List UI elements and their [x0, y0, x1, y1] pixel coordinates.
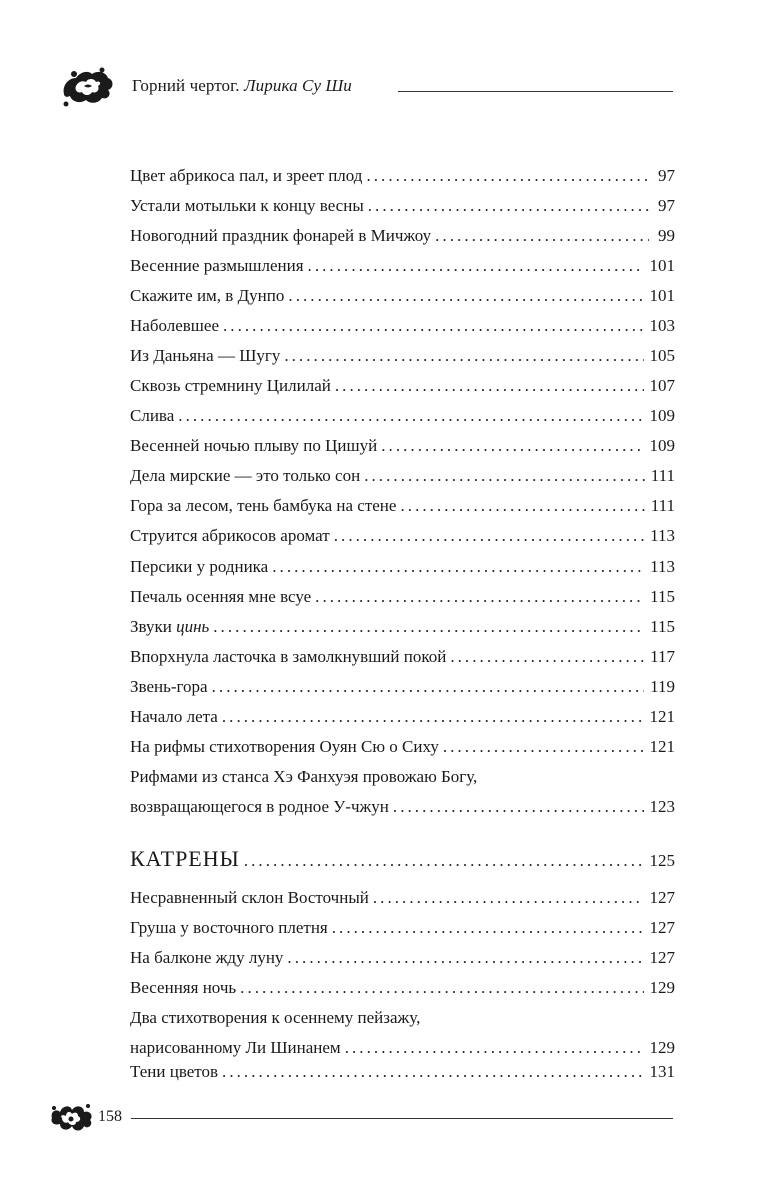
- toc-entry-title: На балконе жду луну: [130, 948, 284, 967]
- page-number: 158: [98, 1108, 122, 1125]
- toc-entry: [130, 526, 675, 546]
- leader-dots: [435, 226, 649, 246]
- toc-entry: [130, 617, 675, 637]
- running-footer: [0, 1100, 768, 1150]
- toc-entry-title: Звень-гора: [130, 677, 208, 696]
- dragon-ornament-icon: [58, 64, 116, 108]
- leader-dots: [212, 677, 645, 697]
- book-title-subtitle: Лирика Су Ши: [244, 76, 352, 95]
- toc-entry-title: Впорхнула ласточка в замолкнувший покой: [130, 647, 447, 666]
- section-heading: [130, 846, 675, 871]
- toc-entry: [130, 587, 675, 607]
- toc-entry-page: 117: [650, 647, 675, 666]
- book-title-main: Горний чертог.: [132, 76, 240, 95]
- toc-entry-title: Гора за лесом, тень бамбука на стене: [130, 496, 397, 515]
- toc-entry-title: Весенняя ночь: [130, 978, 237, 997]
- toc-entry: [130, 918, 675, 938]
- toc-entry-page: 105: [649, 346, 675, 365]
- leader-dots: [400, 496, 644, 516]
- toc-entry: [130, 346, 675, 366]
- toc-entry: [130, 647, 675, 667]
- toc-entry-title: На рифмы стихотворения Оуян Сю о Сиху: [130, 737, 439, 756]
- toc-entry: [130, 557, 675, 577]
- toc-entry: [130, 466, 675, 486]
- toc-entry-title: [130, 617, 209, 637]
- leader-dots: [287, 948, 643, 968]
- leader-dots: [222, 707, 644, 727]
- toc-entry-page: 103: [649, 316, 675, 335]
- toc-entry-page: 97: [658, 196, 675, 215]
- toc-entry-page: 131: [649, 1062, 675, 1081]
- toc-entry-title-line1: Два стихотворения к осеннему пейзажу,: [130, 1008, 421, 1027]
- section-page: 125: [649, 851, 675, 870]
- toc-entry-title: Сквозь стремнину Цилилай: [130, 376, 331, 395]
- toc-entry: [130, 948, 675, 968]
- leader-dots: [334, 526, 644, 546]
- toc-entry-page: 97: [658, 166, 675, 185]
- leader-dots: [308, 256, 644, 276]
- toc-entry-title: Из Даньяна — Шугу: [130, 346, 281, 365]
- toc-entry: [130, 166, 675, 186]
- leader-dots: [393, 797, 644, 817]
- leader-dots: [244, 851, 644, 871]
- leader-dots: [381, 436, 643, 456]
- toc-entry-page: 101: [649, 286, 675, 305]
- footer-rule: [131, 1118, 673, 1119]
- toc-entry-page: 115: [650, 617, 675, 636]
- book-title: [132, 76, 352, 96]
- leader-dots: [315, 587, 644, 607]
- toc-entry: [130, 226, 675, 246]
- toc-entry-title: Дела мирские — это только сон: [130, 466, 361, 485]
- leader-dots: [368, 196, 649, 216]
- toc-entry: [130, 888, 675, 908]
- toc-entry: [130, 406, 675, 426]
- running-header: [0, 0, 768, 130]
- leader-dots: [332, 918, 644, 938]
- toc-entry-title: Тени цветов: [130, 1062, 219, 1081]
- toc-entry-title: нарисованному Ли Шинанем: [130, 1038, 341, 1057]
- leader-dots: [213, 617, 644, 637]
- toc-entry-title: Несравненный склон Восточный: [130, 888, 369, 907]
- toc-entry: [130, 1008, 675, 1058]
- toc-entry-page: 127: [649, 888, 675, 907]
- toc-entry: [130, 496, 675, 516]
- leader-dots: [366, 166, 649, 186]
- toc-entry-title: Устали мотыльки к концу весны: [130, 196, 364, 215]
- toc-entry-title: возвращающегося в родное У-чжун: [130, 797, 389, 816]
- toc-entry-page: 115: [650, 587, 675, 606]
- header-rule: [398, 91, 673, 92]
- leader-dots: [178, 406, 643, 426]
- toc-entry-title: Струится абрикосов аромат: [130, 526, 330, 545]
- toc-entry-page: 129: [649, 1038, 675, 1057]
- toc-entry-page: 113: [650, 526, 675, 545]
- toc-entry-title: Цвет абрикоса пал, и зреет плод: [130, 166, 363, 185]
- toc-entry-page: 99: [658, 226, 675, 245]
- toc-entry: [130, 286, 675, 306]
- toc-entry-page: 127: [649, 918, 675, 937]
- toc-entry-page: 113: [650, 557, 675, 576]
- leader-dots: [223, 316, 644, 336]
- toc-entry-title: Весенние размышления: [130, 256, 304, 275]
- toc-entry-page: 123: [649, 797, 675, 816]
- toc-entry-page: 121: [649, 707, 675, 726]
- toc-entry-title-text: Звуки: [130, 617, 172, 636]
- toc-entry-title: Начало лета: [130, 707, 218, 726]
- leader-dots: [222, 1062, 643, 1082]
- toc-entry-page: 119: [650, 677, 675, 696]
- leader-dots: [373, 888, 644, 908]
- toc-entry-title-italic: цинь: [176, 617, 210, 636]
- floral-ornament-icon: [48, 1100, 94, 1134]
- leader-dots: [284, 346, 643, 366]
- toc-entry-title: Наболевшее: [130, 316, 219, 335]
- toc-entry: [130, 316, 675, 336]
- toc-entry: [130, 978, 675, 998]
- leader-dots: [345, 1038, 644, 1058]
- toc-entry-page: 111: [650, 466, 675, 485]
- toc-entry: [130, 767, 675, 817]
- toc-entry-page: 129: [649, 978, 675, 997]
- leader-dots: [364, 466, 645, 486]
- leader-dots: [288, 286, 643, 306]
- toc-entry: [130, 677, 675, 697]
- toc-entry: [130, 256, 675, 276]
- toc-entry-page: 127: [649, 948, 675, 967]
- section-title: КАТРЕНЫ: [130, 846, 240, 871]
- toc-entry: [130, 436, 675, 456]
- leader-dots: [335, 376, 644, 396]
- toc-entry-title: Весенней ночью плыву по Цишуй: [130, 436, 378, 455]
- toc-entry-title: Скажите им, в Дунпо: [130, 286, 285, 305]
- toc-entry-page: 107: [649, 376, 675, 395]
- toc-entry-page: 101: [649, 256, 675, 275]
- leader-dots: [443, 737, 644, 757]
- toc-entry-page: 111: [650, 496, 675, 515]
- toc-entry-title: Новогодний праздник фонарей в Мичжоу: [130, 226, 432, 245]
- toc-entry: [130, 376, 675, 396]
- leader-dots: [450, 647, 644, 667]
- toc-entry-title: Слива: [130, 406, 175, 425]
- toc-entry-title: Печаль осенняя мне всуе: [130, 587, 312, 606]
- toc-entry-title: Груша у восточного плетня: [130, 918, 328, 937]
- toc-entry: [130, 196, 675, 216]
- toc-entry-page: 109: [649, 406, 675, 425]
- toc-entry: [130, 737, 675, 757]
- toc-entry-page: 121: [649, 737, 675, 756]
- toc-entry-title: Персики у родника: [130, 557, 269, 576]
- leader-dots: [240, 978, 643, 998]
- toc-entry-title-line1: Рифмами из станса Хэ Фанхуэя провожаю Богу,: [130, 767, 478, 786]
- toc-entry: [130, 1062, 675, 1082]
- leader-dots: [272, 557, 644, 577]
- toc-entry-page: 109: [649, 436, 675, 455]
- toc-entry: [130, 707, 675, 727]
